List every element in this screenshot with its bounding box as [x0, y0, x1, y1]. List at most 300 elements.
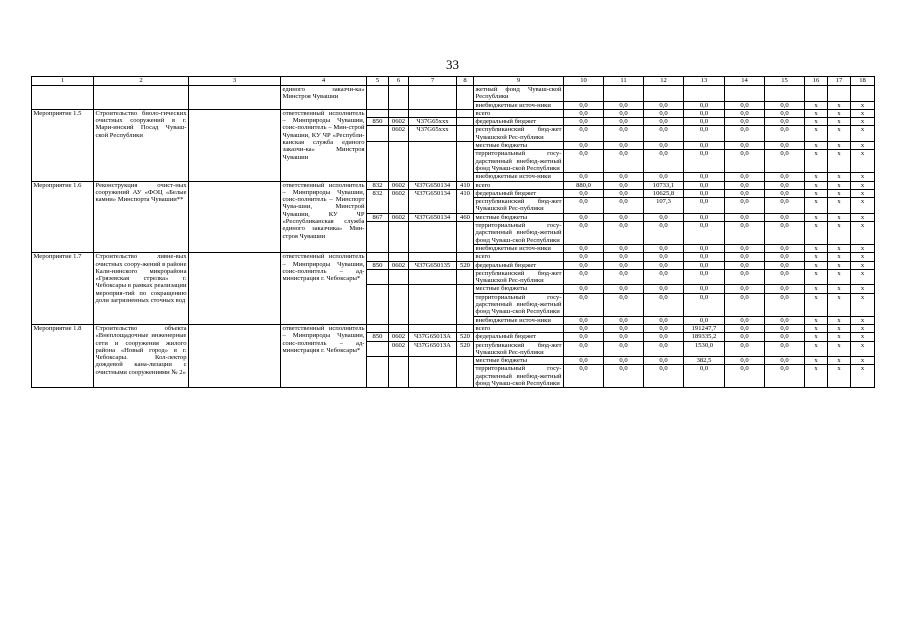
x-cell: х: [851, 118, 875, 126]
amount-cell: 0,0: [644, 150, 684, 173]
amount-cell: 0,0: [644, 269, 684, 285]
x-cell: х: [828, 222, 851, 245]
x-cell: х: [851, 333, 875, 341]
code-cell: [409, 269, 457, 285]
amount-cell: 0,0: [604, 324, 644, 332]
amount-cell: 0,0: [725, 189, 765, 197]
measure-name-cell: Строительство объекта «Внеплощадочные инженерные сети и сооружения жилого района «Новый город» в г. Чебоксары. Кол-лектор дождевой кана-лизации с очистными сооружениями № 2»: [94, 324, 189, 387]
amount-cell: 0,0: [765, 253, 805, 261]
amount-cell: 0,0: [604, 142, 644, 150]
x-cell: х: [805, 293, 828, 316]
amount-cell: 0,0: [765, 285, 805, 293]
x-cell: х: [805, 142, 828, 150]
code-cell: [389, 324, 409, 332]
code-cell: [389, 109, 409, 117]
amount-cell: 0,0: [564, 269, 604, 285]
column-number-cell: 7: [409, 77, 457, 86]
code-cell: [409, 253, 457, 261]
amount-cell: 0,0: [604, 189, 644, 197]
x-cell: х: [851, 316, 875, 324]
x-cell: х: [805, 222, 828, 245]
code-cell: [389, 357, 409, 388]
column-number-cell: 14: [725, 77, 765, 86]
amount-cell: 0,0: [765, 213, 805, 221]
funding-source-cell: федеральный бюджет: [474, 189, 564, 197]
code-cell: Ч37G650134: [409, 213, 457, 221]
x-cell: х: [828, 365, 851, 388]
continuation-row: [32, 86, 875, 102]
amount-cell: 0,0: [604, 173, 644, 181]
column-number-cell: 8: [457, 77, 474, 86]
code-cell: 850: [367, 118, 389, 126]
funding-source-cell: территориальный госу-дарственный внебюд-жетный фонд Чуваш-ской Республики: [475, 365, 562, 387]
amount-cell: 0,0: [604, 150, 644, 173]
measure-name-cell: Строительство ливне-вых очистных соору-жений в районе Кали-нинского микрорайона «Грязевская стрелка» г. Чебоксары в рамках реализации мероприя-тий по сокращению доли загрязненных сточных вод: [94, 253, 189, 325]
x-cell: х: [828, 333, 851, 341]
code-cell: 0602: [389, 341, 409, 357]
amount-cell: 0,0: [765, 293, 805, 316]
x-cell: х: [851, 142, 875, 150]
amount-cell: 0,0: [765, 333, 805, 341]
responsible-cell: ответственный исполнитель – Минприроды Чувашии, соис-полнитель – Мин-строй Чувашии, КУ ЧР «Республи-канская служба единого заказчи-ка» Минстроя Чувашии: [281, 109, 367, 181]
code-cell: 0602: [389, 181, 409, 189]
amount-cell: 0,0: [725, 316, 765, 324]
amount-cell: 0,0: [725, 244, 765, 252]
x-cell: х: [851, 244, 875, 252]
code-cell: [409, 142, 457, 181]
code-cell: [457, 118, 474, 126]
amount-cell: 0,0: [684, 126, 725, 142]
column-number-cell: 4: [281, 77, 367, 86]
amount-cell: 0,0: [725, 341, 765, 357]
table-row: [32, 253, 875, 261]
amount-cell: 0,0: [644, 293, 684, 316]
amount-cell: 0,0: [604, 333, 644, 341]
amount-cell: 0,0: [684, 118, 725, 126]
funding-source-cell: республиканский бюд-жет Чувашской Рес-публики: [475, 126, 562, 141]
code-cell: 0602: [389, 118, 409, 126]
amount-cell: 0,0: [604, 285, 644, 293]
funding-source-cell: федеральный бюджет: [474, 261, 564, 269]
column-number-cell: 5: [367, 77, 389, 86]
amount-cell: 10733,1: [644, 181, 684, 189]
amount-cell: 0,0: [684, 261, 725, 269]
table-row: [32, 109, 875, 117]
amount-cell: 0,0: [765, 341, 805, 357]
x-cell: х: [828, 293, 851, 316]
amount-cell: 0,0: [765, 109, 805, 117]
code-cell: [457, 142, 474, 181]
code-cell: [389, 142, 409, 181]
code-cell: 832: [367, 189, 389, 213]
page-number: 33: [446, 57, 459, 72]
amount-cell: [564, 86, 604, 102]
amount-cell: 0,0: [725, 173, 765, 181]
code-cell: [389, 222, 409, 253]
amount-cell: 0,0: [725, 142, 765, 150]
amount-cell: 0,0: [644, 261, 684, 269]
column-number-cell: 12: [644, 77, 684, 86]
amount-cell: 0,0: [765, 324, 805, 332]
amount-cell: 0,0: [684, 101, 725, 109]
amount-cell: 0,0: [725, 222, 765, 245]
x-cell: х: [851, 341, 875, 357]
amount-cell: 0,0: [684, 213, 725, 221]
amount-cell: 0,0: [604, 222, 644, 245]
amount-cell: 0,0: [725, 118, 765, 126]
code-cell: 0602: [389, 213, 409, 221]
x-cell: [828, 86, 851, 102]
amount-cell: 0,0: [644, 341, 684, 357]
amount-cell: 0,0: [604, 118, 644, 126]
amount-cell: 191247,7: [684, 324, 725, 332]
amount-cell: 0,0: [725, 324, 765, 332]
responsible-cell: ответственный исполнитель – Минприроды Чувашии, соис-полнитель – Минспорт Чува-шии, Минстрой Чувашии, КУ ЧР «Республиканская служба единого заказчика» Мин-строя Чувашии: [281, 181, 367, 253]
empty-cell: [189, 181, 281, 253]
amount-cell: 0,0: [564, 253, 604, 261]
x-cell: х: [805, 198, 828, 214]
funding-source-cell: жетный фонд Чуваш-ской Республики: [475, 86, 562, 101]
amount-cell: 0,0: [765, 118, 805, 126]
code-cell: 520: [457, 333, 474, 341]
amount-cell: 0,0: [725, 357, 765, 365]
amount-cell: 0,0: [644, 285, 684, 293]
responsible-cell: ответственный исполнитель – Минприроды Чувашии, соис-полнитель – ад-министрация г. Чебоксары*: [281, 324, 367, 387]
x-cell: х: [851, 109, 875, 117]
amount-cell: 0,0: [725, 181, 765, 189]
amount-cell: 0,0: [604, 293, 644, 316]
x-cell: х: [851, 150, 875, 173]
x-cell: х: [828, 357, 851, 365]
column-number-cell: 11: [604, 77, 644, 86]
x-cell: [805, 86, 828, 102]
amount-cell: 0,0: [564, 357, 604, 365]
x-cell: х: [805, 109, 828, 117]
amount-cell: [684, 86, 725, 102]
amount-cell: 0,0: [604, 253, 644, 261]
amount-cell: 0,0: [725, 198, 765, 214]
x-cell: х: [851, 261, 875, 269]
amount-cell: 0,0: [765, 357, 805, 365]
x-cell: х: [828, 173, 851, 181]
code-cell: [457, 285, 474, 324]
amount-cell: 0,0: [564, 142, 604, 150]
code-cell: 0602: [389, 126, 409, 142]
amount-cell: 0,0: [725, 293, 765, 316]
amount-cell: 0,0: [684, 269, 725, 285]
measure-id-cell: Мероприятие 1.8: [32, 324, 94, 387]
measure-id-cell: Мероприятие 1.5: [32, 109, 94, 181]
amount-cell: 0,0: [604, 213, 644, 221]
code-cell: [409, 324, 457, 332]
amount-cell: 880,0: [564, 181, 604, 189]
code-cell: [389, 285, 409, 324]
amount-cell: 0,0: [564, 285, 604, 293]
x-cell: х: [805, 189, 828, 197]
code-cell: [457, 126, 474, 142]
amount-cell: 0,0: [765, 198, 805, 214]
x-cell: х: [851, 198, 875, 214]
code-cell: 0602: [389, 333, 409, 341]
amount-cell: [765, 86, 805, 102]
empty-cell: [189, 324, 281, 387]
funding-source-cell: внебюджетные источ-ники: [474, 316, 564, 324]
code-cell: Ч37G650134: [409, 189, 457, 213]
amount-cell: [644, 86, 684, 102]
x-cell: х: [805, 261, 828, 269]
x-cell: х: [805, 357, 828, 365]
amount-cell: 0,0: [725, 285, 765, 293]
funding-source-cell: федеральный бюджет: [474, 333, 564, 341]
x-cell: х: [828, 101, 851, 109]
amount-cell: 0,0: [564, 101, 604, 109]
x-cell: х: [851, 189, 875, 197]
amount-cell: 0,0: [684, 198, 725, 214]
amount-cell: 0,0: [644, 333, 684, 341]
code-cell: [367, 269, 389, 285]
x-cell: х: [828, 118, 851, 126]
amount-cell: 0,0: [644, 118, 684, 126]
amount-cell: 0,0: [564, 173, 604, 181]
code-cell: Ч37G650135: [409, 261, 457, 269]
amount-cell: 0,0: [644, 365, 684, 388]
x-cell: х: [828, 316, 851, 324]
amount-cell: 0,0: [725, 109, 765, 117]
x-cell: х: [828, 341, 851, 357]
measure-id-cell: Мероприятие 1.7: [32, 253, 94, 325]
amount-cell: 0,0: [604, 316, 644, 324]
amount-cell: 0,0: [604, 341, 644, 357]
funding-source-cell: республиканский бюд-жет Чувашской Рес-публики: [475, 269, 562, 285]
column-number-cell: 3: [189, 77, 281, 86]
amount-cell: 0,0: [644, 316, 684, 324]
amount-cell: 0,0: [604, 269, 644, 285]
amount-cell: 0,0: [765, 365, 805, 388]
amount-cell: 0,0: [604, 261, 644, 269]
funding-source-cell: республиканский бюд-жет Чувашской Рес-публики: [475, 341, 562, 356]
amount-cell: 0,0: [564, 333, 604, 341]
x-cell: х: [828, 324, 851, 332]
amount-cell: 0,0: [725, 150, 765, 173]
x-cell: х: [805, 126, 828, 142]
amount-cell: 0,0: [684, 150, 725, 173]
code-cell: Ч37G65ххх: [409, 126, 457, 142]
code-cell: [409, 222, 457, 253]
code-cell: 520: [457, 261, 474, 269]
amount-cell: 0,0: [765, 269, 805, 285]
funding-source-cell: всего: [474, 181, 564, 189]
amount-cell: 0,0: [644, 244, 684, 252]
code-cell: [367, 142, 389, 181]
column-number-cell: 17: [828, 77, 851, 86]
amount-cell: 0,0: [564, 150, 604, 173]
code-cell: [457, 269, 474, 285]
x-cell: х: [805, 150, 828, 173]
x-cell: х: [851, 126, 875, 142]
amount-cell: 0,0: [644, 109, 684, 117]
empty-cell: [189, 86, 281, 110]
measure-name-cell: [94, 86, 189, 110]
amount-cell: 0,0: [564, 198, 604, 214]
x-cell: х: [828, 244, 851, 252]
code-cell: 850: [367, 261, 389, 269]
x-cell: х: [805, 341, 828, 357]
amount-cell: 0,0: [564, 244, 604, 252]
code-cell: 0602: [389, 261, 409, 269]
column-number-cell: 16: [805, 77, 828, 86]
column-number-cell: 6: [389, 77, 409, 86]
funding-source-cell: местные бюджеты: [474, 285, 564, 293]
funding-source-cell: внебюджетные источ-ники: [474, 244, 564, 252]
amount-cell: 0,0: [564, 126, 604, 142]
x-cell: х: [851, 101, 875, 109]
code-cell: [389, 253, 409, 261]
funding-source-cell: территориальный госу-дарственный внебюд-жетный фонд Чуваш-ской Республики: [475, 222, 562, 244]
x-cell: х: [851, 269, 875, 285]
code-cell: 410: [457, 181, 474, 189]
amount-cell: 0,0: [564, 293, 604, 316]
amount-cell: 0,0: [604, 198, 644, 214]
amount-cell: [725, 86, 765, 102]
amount-cell: 0,0: [765, 101, 805, 109]
code-cell: Ч37G65ххх: [409, 118, 457, 126]
amount-cell: 0,0: [564, 341, 604, 357]
budget-table: [31, 76, 875, 388]
amount-cell: 0,0: [644, 101, 684, 109]
code-cell: [389, 269, 409, 285]
amount-cell: 0,0: [684, 189, 725, 197]
amount-cell: 0,0: [684, 173, 725, 181]
code-cell: 520: [457, 341, 474, 357]
x-cell: х: [828, 142, 851, 150]
x-cell: х: [828, 253, 851, 261]
measure-id-cell: Мероприятие 1.6: [32, 181, 94, 253]
amount-cell: 0,0: [604, 357, 644, 365]
code-cell: [389, 86, 409, 110]
x-cell: х: [851, 285, 875, 293]
column-number-cell: 18: [851, 77, 875, 86]
x-cell: х: [805, 324, 828, 332]
x-cell: х: [828, 198, 851, 214]
amount-cell: 0,0: [644, 173, 684, 181]
amount-cell: 0,0: [564, 118, 604, 126]
code-cell: 867: [367, 213, 389, 221]
column-number-cell: 1: [32, 77, 94, 86]
amount-cell: 0,0: [725, 269, 765, 285]
amount-cell: 0,0: [604, 365, 644, 388]
amount-cell: 107,3: [644, 198, 684, 214]
amount-cell: 0,0: [644, 357, 684, 365]
amount-cell: 0,0: [644, 213, 684, 221]
x-cell: х: [851, 213, 875, 221]
amount-cell: 0,0: [604, 244, 644, 252]
amount-cell: 0,0: [684, 365, 725, 388]
funding-source-cell: местные бюджеты: [474, 213, 564, 221]
x-cell: х: [828, 269, 851, 285]
header-row: [32, 77, 875, 86]
amount-cell: 0,0: [725, 213, 765, 221]
x-cell: х: [828, 181, 851, 189]
amount-cell: 0,0: [684, 109, 725, 117]
x-cell: х: [828, 285, 851, 293]
column-number-cell: 15: [765, 77, 805, 86]
amount-cell: 0,0: [604, 109, 644, 117]
code-cell: [409, 357, 457, 388]
funding-source-cell: внебюджетные источ-ники: [474, 101, 564, 109]
amount-cell: 189335,2: [684, 333, 725, 341]
amount-cell: 0,0: [684, 181, 725, 189]
table-row: [32, 324, 875, 332]
table-row: [32, 181, 875, 189]
amount-cell: 0,0: [684, 316, 725, 324]
responsible-cell: единого заказчи-ка» Минстроя Чувашии: [281, 86, 367, 110]
code-cell: [367, 285, 389, 324]
code-cell: [457, 253, 474, 261]
amount-cell: 0,0: [765, 222, 805, 245]
code-cell: [409, 285, 457, 324]
code-cell: Ч37G650134: [409, 181, 457, 189]
funding-source-cell: местные бюджеты: [474, 142, 564, 150]
funding-source-cell: территориальный госу-дарственный внебюд-жетный фонд Чуваш-ской Республики: [475, 150, 562, 172]
measure-id-cell: [32, 86, 94, 110]
amount-cell: 0,0: [725, 253, 765, 261]
amount-cell: 0,0: [765, 244, 805, 252]
x-cell: х: [805, 285, 828, 293]
x-cell: х: [851, 293, 875, 316]
amount-cell: 0,0: [604, 126, 644, 142]
code-cell: [367, 253, 389, 261]
x-cell: х: [851, 181, 875, 189]
amount-cell: 0,0: [564, 213, 604, 221]
x-cell: х: [805, 244, 828, 252]
amount-cell: [604, 86, 644, 102]
amount-cell: 0,0: [765, 181, 805, 189]
amount-cell: 0,0: [644, 222, 684, 245]
code-cell: [457, 86, 474, 110]
amount-cell: 0,0: [725, 365, 765, 388]
amount-cell: 0,0: [765, 126, 805, 142]
code-cell: [367, 341, 389, 357]
x-cell: х: [805, 213, 828, 221]
amount-cell: 0,0: [725, 101, 765, 109]
x-cell: х: [805, 181, 828, 189]
x-cell: х: [828, 213, 851, 221]
amount-cell: 0,0: [644, 126, 684, 142]
x-cell: х: [805, 253, 828, 261]
x-cell: х: [828, 109, 851, 117]
x-cell: х: [828, 150, 851, 173]
amount-cell: 0,0: [564, 261, 604, 269]
amount-cell: 0,0: [564, 324, 604, 332]
funding-source-cell: всего: [474, 109, 564, 117]
amount-cell: 382,5: [684, 357, 725, 365]
x-cell: х: [851, 365, 875, 388]
code-cell: [409, 86, 457, 110]
funding-source-cell: территориальный госу-дарственный внебюд-жетный фонд Чуваш-ской Республики: [475, 293, 562, 316]
code-cell: [457, 324, 474, 332]
funding-source-cell: федеральный бюджет: [474, 118, 564, 126]
amount-cell: 0,0: [564, 189, 604, 197]
column-number-cell: 13: [684, 77, 725, 86]
code-cell: 0602: [389, 189, 409, 213]
code-cell: [457, 357, 474, 388]
amount-cell: 0,0: [765, 316, 805, 324]
funding-source-cell: внебюджетные источ-ники: [474, 173, 564, 181]
amount-cell: 0,0: [644, 142, 684, 150]
x-cell: х: [851, 357, 875, 365]
amount-cell: 0,0: [725, 261, 765, 269]
amount-cell: 0,0: [604, 101, 644, 109]
